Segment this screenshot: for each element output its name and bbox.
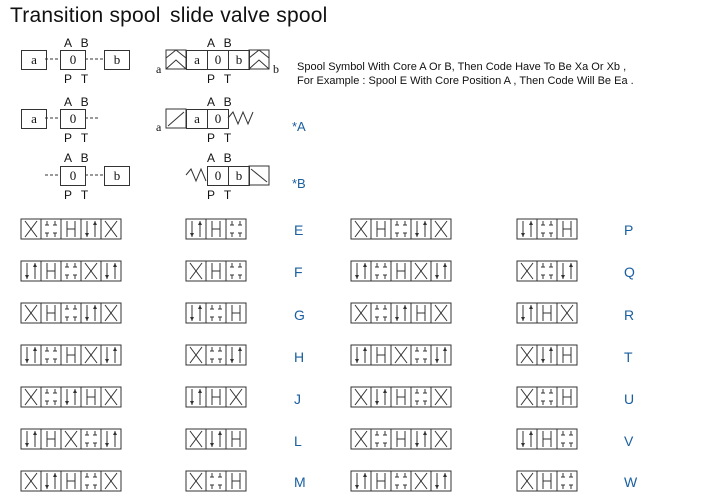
spool-code-e: E [294, 222, 304, 238]
variant-star-b: *B [292, 176, 306, 191]
spool-code-m: M [294, 474, 306, 490]
spool-symbol [21, 471, 121, 491]
spool-symbol [186, 429, 246, 449]
port-label-pt: P T [207, 188, 235, 202]
note-line-2: For Example : Spool E With Core Position A , Then Code Will Be Ea . [297, 75, 634, 87]
spool-code-g: G [294, 307, 305, 323]
symbol-a: a [186, 109, 208, 129]
symbol-zero: 0 [207, 109, 229, 129]
spool-code-j: J [294, 391, 301, 407]
spool-symbol [21, 261, 121, 281]
spool-symbol [186, 387, 246, 407]
symbol-b: b [228, 50, 250, 70]
symbol-zero: 0 [60, 50, 86, 70]
port-label-ab: A B [207, 95, 235, 109]
spool-code-t: T [624, 349, 633, 365]
port-label-pt: P T [207, 72, 235, 86]
port-label-pt: P T [64, 131, 92, 145]
spool-symbol [517, 303, 577, 323]
spool-symbol [517, 261, 577, 281]
solenoid-label-a: a [156, 120, 162, 134]
symbol-b: b [228, 166, 250, 186]
spool-code-h: H [294, 349, 305, 365]
spool-symbol [351, 387, 451, 407]
spool-symbol [186, 261, 246, 281]
solenoid-label-b: b [273, 62, 279, 76]
port-label-ab: A B [64, 151, 92, 165]
port-label-ab: A B [64, 36, 92, 50]
spool-symbol [517, 429, 577, 449]
symbol-a: a [186, 50, 208, 70]
spool-code-w: W [624, 474, 638, 490]
spool-code-u: U [624, 391, 635, 407]
spool-symbol [21, 303, 121, 323]
spool-symbol [517, 387, 577, 407]
spool-code-l: L [294, 433, 302, 449]
spool-code-v: V [624, 433, 634, 449]
spool-symbol [186, 303, 246, 323]
note-line-1: Spool Symbol With Core A Or B, Then Code Have To Be Xa Or Xb , [297, 61, 627, 73]
symbol-zero: 0 [207, 166, 229, 186]
spool-symbol [186, 219, 246, 239]
port-label-ab: A B [207, 151, 235, 165]
spool-symbol [351, 261, 451, 281]
spool-symbol [21, 345, 121, 365]
spool-symbol [517, 219, 577, 239]
symbol-b: b [104, 50, 130, 70]
title-transition-spool: Transition spool [10, 4, 161, 27]
variant-star-a: *A [292, 119, 306, 134]
port-label-pt: P T [207, 131, 235, 145]
spool-symbol [517, 471, 577, 491]
spool-symbol [351, 219, 451, 239]
spool-symbol [21, 387, 121, 407]
spool-symbol [21, 429, 121, 449]
symbol-zero: 0 [60, 166, 86, 186]
spool-symbol [351, 303, 451, 323]
spool-symbol [351, 345, 451, 365]
spool-symbol [351, 471, 451, 491]
spool-code-p: P [624, 222, 634, 238]
spool-code-q: Q [624, 264, 635, 280]
symbol-zero: 0 [207, 50, 229, 70]
port-label-ab: A B [207, 36, 235, 50]
spool-symbol [186, 471, 246, 491]
spool-symbol [186, 345, 246, 365]
spool-symbol [351, 429, 451, 449]
symbol-a: a [21, 50, 47, 70]
symbol-zero: 0 [60, 109, 86, 129]
solenoid-label-a: a [156, 62, 162, 76]
port-label-ab: A B [64, 95, 92, 109]
port-label-pt: P T [64, 72, 92, 86]
spool-code-f: F [294, 264, 303, 280]
symbol-a: a [21, 109, 47, 129]
spool-code-r: R [624, 307, 635, 323]
spool-symbol [517, 345, 577, 365]
symbol-b: b [104, 166, 130, 186]
spool-symbol [21, 219, 121, 239]
title-slide-valve-spool: slide valve spool [170, 4, 328, 27]
port-label-pt: P T [64, 188, 92, 202]
